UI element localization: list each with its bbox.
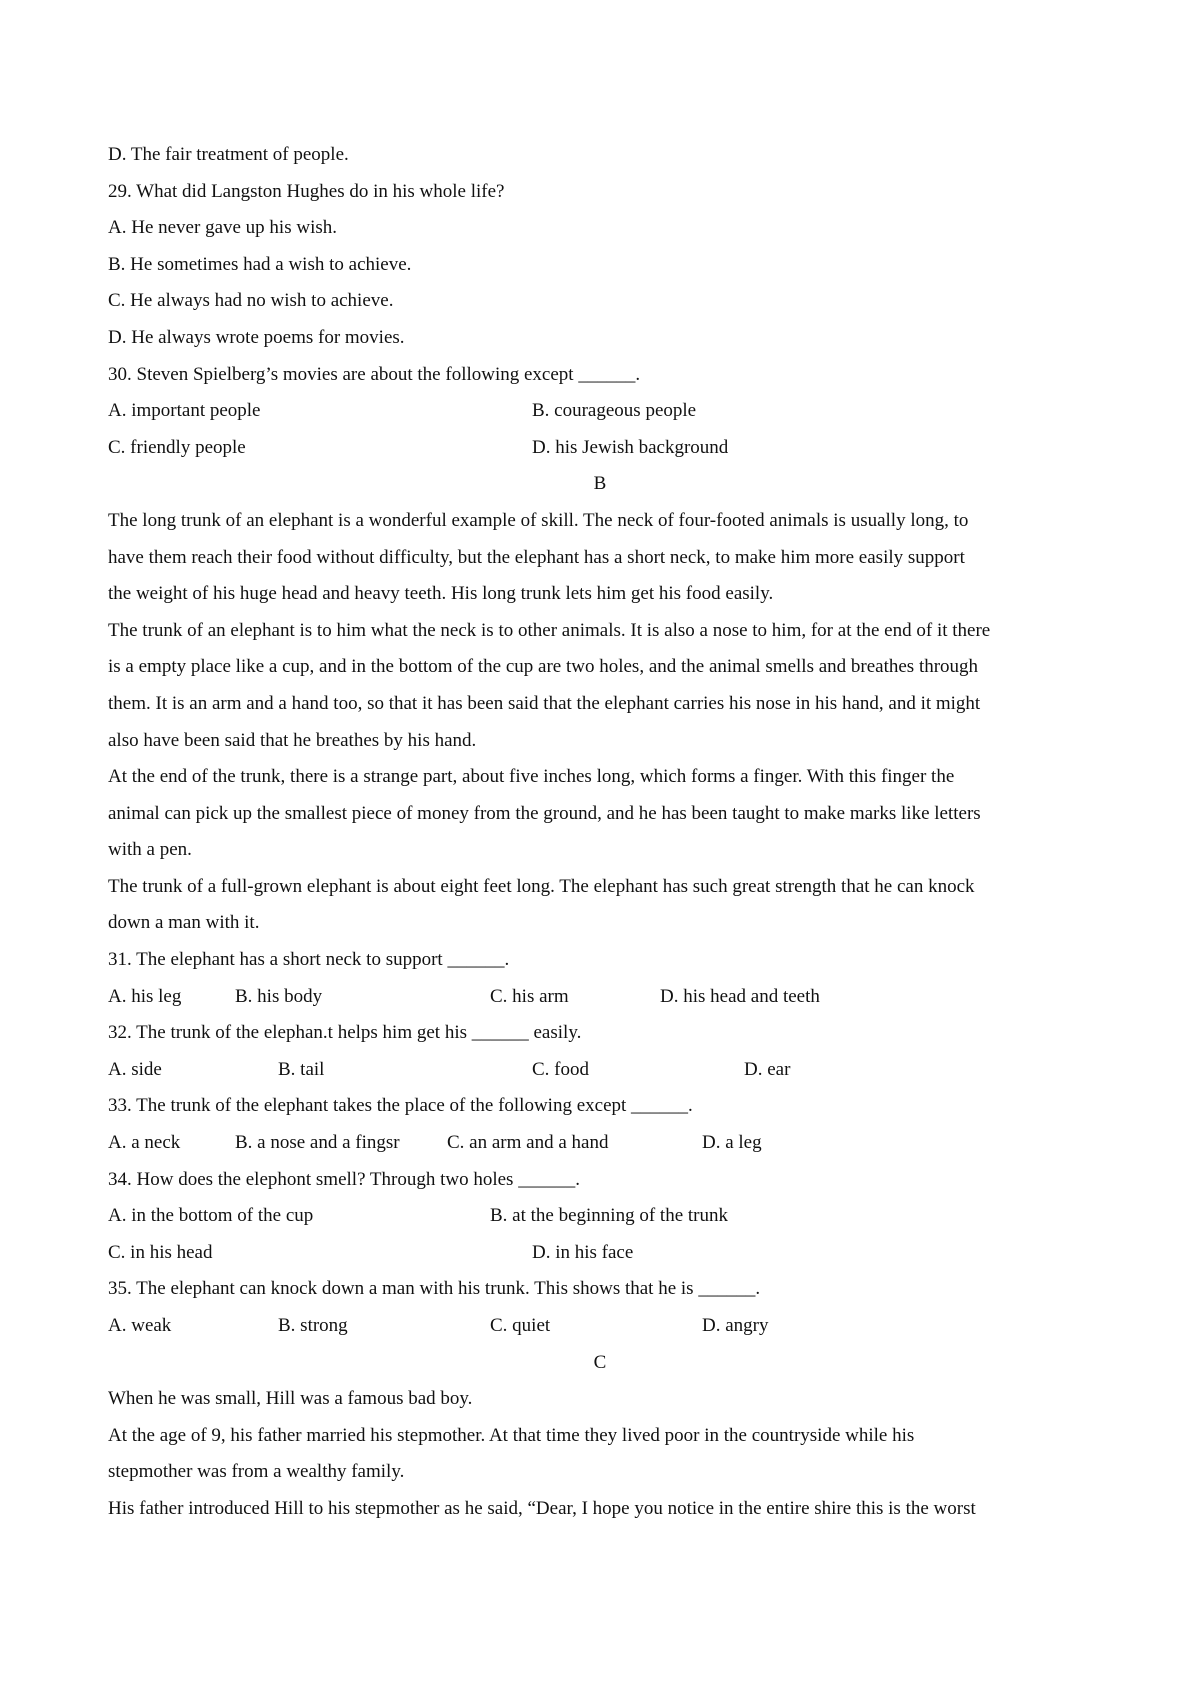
q30-option-a: A. important people [108, 400, 261, 422]
q35-option-d: D. angry [702, 1315, 769, 1336]
passage-b-line: the weight of his huge head and heavy teeth. His long trunk lets him get his food easily. [108, 583, 774, 605]
q30-options-row1 [108, 393, 1108, 430]
q34-options-row1 [108, 1198, 1108, 1235]
passage-c-line: At the age of 9, his father married his stepmother. At that time they lived poor in the countryside while his [108, 1424, 915, 1446]
q29-option-b: B. He sometimes had a wish to achieve. [108, 253, 412, 275]
q32-option-b: B. tail [278, 1058, 325, 1080]
q28-option-d: D. The fair treatment of people. [108, 144, 349, 165]
document-page [108, 137, 1108, 1528]
q31-option-d: D. his head and teeth [660, 985, 820, 1007]
section-c-heading: C [593, 1351, 607, 1373]
passage-b-line: The trunk of an elephant is to him what the neck is to other animals. It is also a nose to him, for at the end of it there [108, 619, 991, 641]
q30-option-c: C. friendly people [108, 436, 246, 458]
q29-option-a: A. He never gave up his wish. [108, 217, 338, 239]
q31-option-b: B. his body [235, 985, 323, 1007]
q35-option-a: A. weak [108, 1315, 172, 1336]
q32-option-c: C. food [532, 1058, 589, 1080]
q34-option-d: D. in his face [532, 1241, 634, 1263]
passage-b-line: have them reach their food without difficulty, but the elephant has a short neck, to make him more easily support [108, 546, 965, 568]
section-b-heading: B [593, 473, 607, 495]
q30-options-row2 [108, 430, 1108, 467]
q33-stem: 33. The trunk of the elephant takes the place of the following except ______. [108, 1095, 693, 1117]
q33-option-b: B. a nose and a fingsr [235, 1132, 400, 1154]
passage-b-line: At the end of the trunk, there is a strange part, about five inches long, which forms a finger. With this finger the [108, 766, 955, 788]
q35-options [108, 1308, 1108, 1345]
passage-b-line: down a man with it. [108, 912, 260, 934]
q29-option-c: C. He always had no wish to achieve. [108, 290, 394, 312]
passage-c-line: When he was small, Hill was a famous bad boy. [108, 1388, 473, 1410]
q35-option-b: B. strong [278, 1315, 348, 1336]
passage-b-line: with a pen. [108, 839, 192, 861]
q31-stem: 31. The elephant has a short neck to support ______. [108, 949, 510, 971]
passage-b-line: them. It is an arm and a hand too, so that it has been said that the elephant carries his nose in his hand, and it might [108, 692, 981, 714]
q35-stem: 35. The elephant can knock down a man with his trunk. This shows that he is ______. [108, 1278, 761, 1300]
q33-options [108, 1125, 1108, 1162]
passage-b-line: animal can pick up the smallest piece of money from the ground, and he has been taught to make marks like letters [108, 802, 981, 824]
passage-b-line: also have been said that he breathes by his hand. [108, 729, 477, 751]
q33-option-d: D. a leg [702, 1132, 762, 1154]
q30-option-b: B. courageous people [532, 400, 697, 422]
passage-b-line: is a empty place like a cup, and in the bottom of the cup are two holes, and the animal smells and breathes through [108, 656, 979, 678]
q34-stem: 34. How does the elephont smell? Through two holes ______. [108, 1168, 580, 1190]
q33-option-c: C. an arm and a hand [447, 1132, 609, 1154]
q30-stem: 30. Steven Spielberg’s movies are about the following except ______. [108, 363, 641, 385]
passage-c-line: His father introduced Hill to his stepmother as he said, “Dear, I hope you notice in the entire shire this is the worst [108, 1497, 976, 1519]
q31-option-c: C. his arm [490, 985, 569, 1007]
q32-stem: 32. The trunk of the elephan.t helps him get his ______ easily. [108, 1022, 582, 1044]
q33-option-a: A. a neck [108, 1132, 181, 1154]
passage-b-line: The long trunk of an elephant is a wonderful example of skill. The neck of four-footed animals is usually long, to [108, 509, 969, 531]
q34-option-c: C. in his head [108, 1241, 213, 1263]
q29-stem: 29. What did Langston Hughes do in his whole life? [108, 180, 505, 202]
q34-option-b: B. at the beginning of the trunk [490, 1205, 728, 1227]
q32-option-d: D. ear [744, 1058, 791, 1080]
q34-option-a: A. in the bottom of the cup [108, 1205, 314, 1227]
passage-b-line: The trunk of a full-grown elephant is about eight feet long. The elephant has such great strength that he can knock [108, 875, 975, 897]
q32-options [108, 1052, 1108, 1089]
q31-options [108, 979, 1108, 1016]
q31-option-a: A. his leg [108, 985, 182, 1007]
q30-option-d: D. his Jewish background [532, 436, 729, 458]
q35-option-c: C. quiet [490, 1315, 551, 1336]
q32-option-a: A. side [108, 1058, 162, 1080]
q29-option-d: D. He always wrote poems for movies. [108, 326, 405, 348]
passage-c-line: stepmother was from a wealthy family. [108, 1461, 405, 1483]
q34-options-row2 [108, 1235, 1108, 1272]
